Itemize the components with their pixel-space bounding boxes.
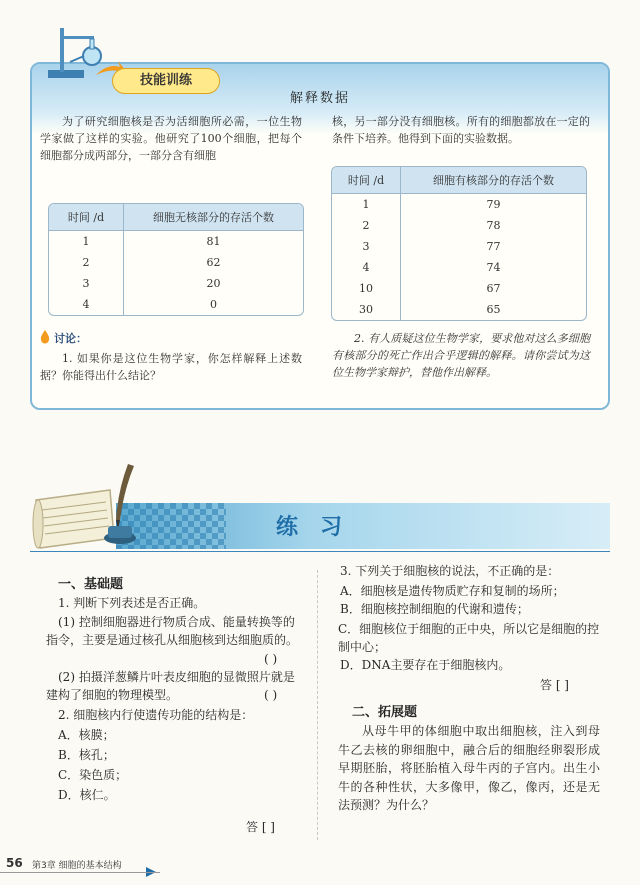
cell-day: 3 <box>332 236 401 257</box>
cell-count: 81 <box>206 235 221 248</box>
question-2-option-d: D．核仁。 <box>58 788 116 802</box>
table-row <box>49 231 303 252</box>
cell-day: 4 <box>332 257 401 278</box>
question-3-option-d: D．DNA主要存在于细胞核内。 <box>340 658 511 672</box>
cell-count: 79 <box>486 198 501 211</box>
table-nucleus-survival <box>331 166 587 321</box>
question-2-option-b: B．核孔； <box>58 748 115 762</box>
question-1a-blank: ( ) <box>264 652 278 666</box>
drop-icon <box>40 330 50 344</box>
cell-day: 10 <box>332 278 401 299</box>
cell-count: 77 <box>486 240 501 253</box>
column-header-survival: 细胞有核部分的存活个数 <box>401 167 586 194</box>
table-row <box>332 257 586 278</box>
discussion-label: 讨论： <box>54 332 87 345</box>
question-3-answer-blank: 答 [ ] <box>540 678 569 692</box>
intro-text-left: 为了研究细胞核是否为活细胞所必需，一位生物学家做了这样的实验。他研究了100个细胞，把每个细胞都分成两部分，一部分含有细胞 <box>40 115 302 162</box>
table-row <box>332 236 586 257</box>
column-header-time: 时间 /d <box>49 204 124 231</box>
exercise-title: 练习 <box>275 515 364 540</box>
cell-day: 30 <box>332 299 401 320</box>
cell-day: 2 <box>49 252 124 273</box>
question-3-option-b: B．细胞核控制细胞的代谢和遗传； <box>340 602 529 616</box>
table-row <box>49 273 303 294</box>
question-3-option-c: C．细胞核位于细胞的正中央，所以它是细胞的控制中心； <box>338 622 600 654</box>
column-header-time: 时间 /d <box>332 167 401 194</box>
cell-count: 67 <box>486 282 501 295</box>
table-row <box>332 299 586 320</box>
table-header-row <box>332 167 586 194</box>
extension-question: 从母牛甲的体细胞中取出细胞核，注入到母牛乙去核的卵细胞中，融合后的细胞经卵裂形成早期胚胎，将胚胎植入母牛丙的子宫内。出生小牛的各种性状，大多像甲，像乙，像丙，还是无法预测？为什么？ <box>338 724 600 812</box>
discussion-question-2: 2. 有人质疑这位生物学家，要求他对这么多细胞有核部分的死亡作出合乎逻辑的解释。请你尝试为这位生物学家辩护，替他作出解释。 <box>332 332 590 379</box>
extension-heading: 二、拓展题 <box>352 705 418 720</box>
cell-day: 3 <box>49 273 124 294</box>
cell-day: 4 <box>49 294 124 315</box>
question-1a: (1) 控制细胞器进行物质合成、能量转换等的指令，主要是通过核孔从细胞核到达细胞质的。 <box>46 615 299 647</box>
cell-day: 1 <box>49 231 124 252</box>
cell-day: 2 <box>332 215 401 236</box>
question-1b: (2) 拍摄洋葱鳞片叶表皮细胞的显微照片就是建构了细胞的物理模型。 <box>46 670 295 702</box>
table-header-row <box>49 204 303 231</box>
cell-day: 1 <box>332 194 401 215</box>
footer-rule <box>0 872 160 873</box>
cell-count: 0 <box>210 298 217 311</box>
table-row <box>49 294 303 315</box>
question-2-answer-blank: 答 [ ] <box>246 820 275 834</box>
table-row <box>332 278 586 299</box>
basic-questions-heading: 一、基础题 <box>58 577 124 592</box>
question-2-option-a: A．核膜； <box>58 728 115 742</box>
question-2-option-c: C．染色质； <box>58 768 128 782</box>
table-non-nucleus-survival <box>48 203 304 316</box>
table-row <box>332 194 586 215</box>
question-1-stem: 1. 判断下列表述是否正确。 <box>58 596 206 610</box>
page-number: 56 <box>6 856 23 870</box>
question-1b-blank: ( ) <box>264 688 278 702</box>
chapter-label: 第3章 细胞的基本结构 <box>32 861 122 871</box>
column-divider <box>317 570 318 840</box>
exercise-rule <box>30 551 610 552</box>
table-row <box>49 252 303 273</box>
skill-title: 解释数据 <box>289 91 350 106</box>
cell-count: 62 <box>206 256 221 269</box>
skill-training-tab: 技能训练 <box>112 68 220 94</box>
table-row <box>332 215 586 236</box>
intro-text-right: 核，另一部分没有细胞核。所有的细胞都放在一定的条件下培养。他得到下面的实验数据。 <box>332 115 590 145</box>
cell-count: 78 <box>486 219 501 232</box>
cell-count: 74 <box>486 261 501 274</box>
discussion-question-1: 1. 如果你是这位生物学家，你怎样解释上述数据？你能得出什么结论？ <box>40 352 302 382</box>
question-3-stem: 3. 下列关于细胞核的说法，不正确的是： <box>340 564 560 578</box>
question-2-stem: 2. 细胞核内行使遗传功能的结构是： <box>58 708 254 722</box>
cell-count: 65 <box>486 303 501 316</box>
column-header-survival: 细胞无核部分的存活个数 <box>124 204 303 231</box>
question-3-option-a: A．细胞核是遗传物质贮存和复制的场所； <box>340 584 565 598</box>
cell-count: 20 <box>206 277 221 290</box>
